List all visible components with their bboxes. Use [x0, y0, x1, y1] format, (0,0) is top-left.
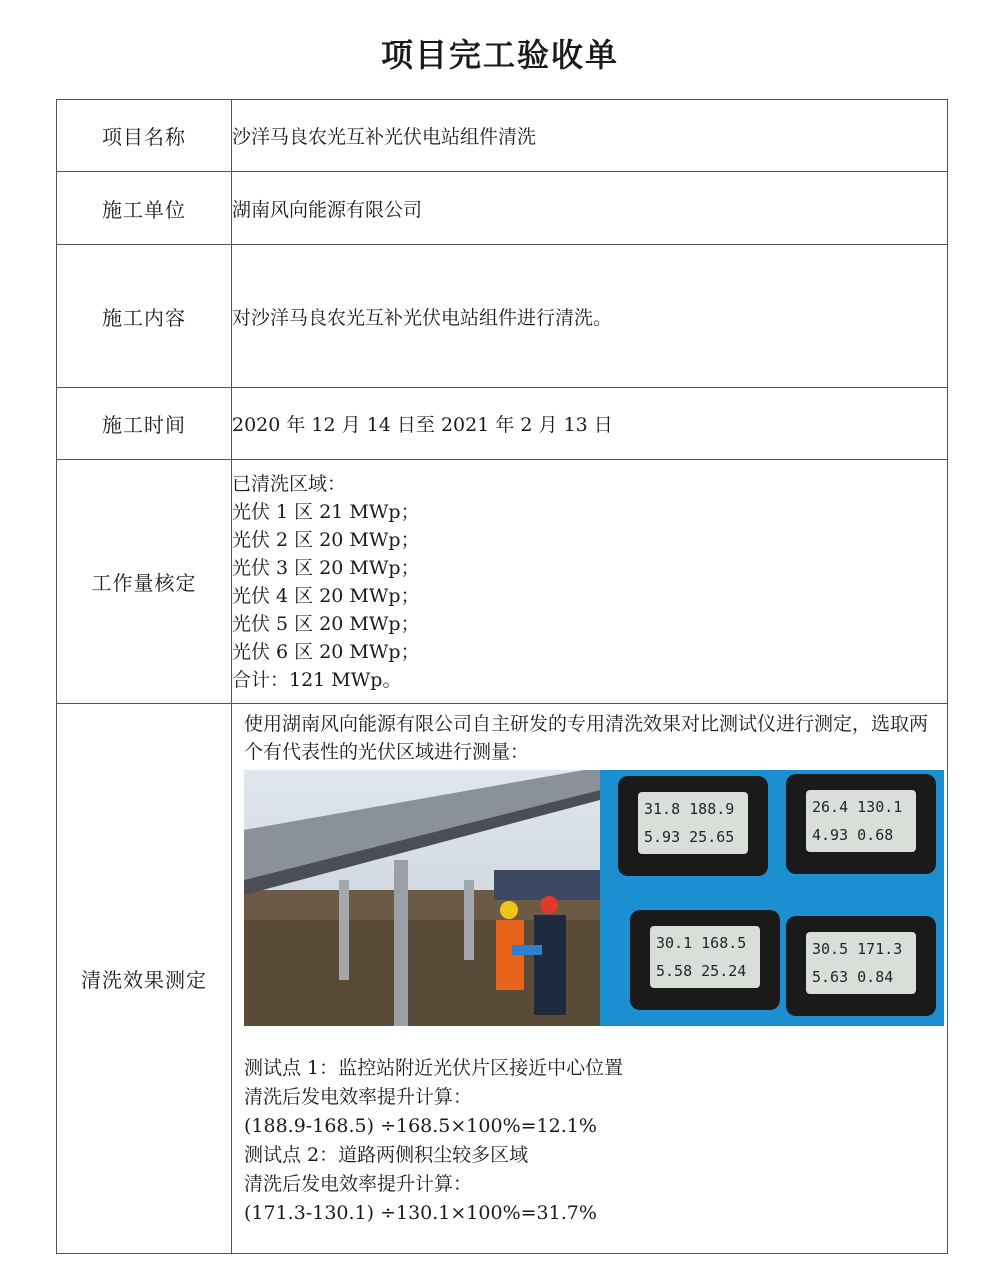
site-photo	[244, 770, 600, 1026]
value-effect	[232, 704, 948, 1254]
row-effect	[57, 704, 948, 1254]
meter-photo	[600, 770, 944, 1026]
workload-line: 光伏 4 区 20 MWp；	[232, 584, 420, 607]
effect-line: 清洗后发电效率提升计算：	[244, 1086, 473, 1108]
meter-display	[786, 916, 936, 1016]
workload-line: 合计：121 MWp。	[232, 668, 402, 691]
measurement-photos	[244, 770, 944, 1026]
row-project-name	[57, 100, 948, 172]
effect-line: (171.3-130.1) ÷130.1×100%=31.7%	[244, 1202, 597, 1224]
label-project-name: 项目名称	[57, 100, 232, 172]
meter-display	[618, 776, 768, 876]
label-time: 施工时间	[57, 388, 232, 460]
label-effect: 清洗效果测定	[57, 704, 232, 1254]
meter-display	[786, 774, 936, 874]
effect-line: 测试点 1：监控站附近光伏片区接近中心位置	[244, 1057, 624, 1079]
effect-line: 测试点 2：道路两侧积尘较多区域	[244, 1144, 529, 1166]
meter-reading: 31.8 188.9	[644, 800, 735, 818]
label-contractor: 施工单位	[57, 172, 232, 245]
row-contractor	[57, 172, 948, 245]
meter-reading: 5.93 25.65	[644, 828, 735, 846]
workload-line: 光伏 3 区 20 MWp；	[232, 556, 420, 579]
value-contractor: 湖南风向能源有限公司	[232, 172, 948, 245]
meter-reading: 5.58 25.24	[656, 962, 747, 980]
row-workload	[57, 460, 948, 704]
value-project-name: 沙洋马良农光互补光伏电站组件清洗	[232, 100, 948, 172]
meter-reading: 5.63 0.84	[812, 968, 894, 986]
workload-line: 光伏 5 区 20 MWp；	[232, 612, 420, 635]
label-workload: 工作量核定	[57, 460, 232, 704]
meter-reading: 30.1 168.5	[656, 934, 747, 952]
meter-reading: 26.4 130.1	[812, 798, 903, 816]
value-time: 2020 年 12 月 14 日至 2021 年 2 月 13 日	[232, 388, 948, 460]
workload-line: 光伏 1 区 21 MWp；	[232, 500, 420, 523]
meter-reading: 30.5 171.3	[812, 940, 903, 958]
label-content: 施工内容	[57, 245, 232, 388]
meter-reading: 4.93 0.68	[812, 826, 894, 844]
effect-line: (188.9-168.5) ÷168.5×100%=12.1%	[244, 1115, 597, 1137]
acceptance-form-table	[56, 99, 948, 1254]
document-title: 项目完工验收单	[380, 36, 619, 74]
row-time	[57, 388, 948, 460]
value-workload	[232, 460, 948, 704]
value-content: 对沙洋马良农光互补光伏电站组件进行清洗。	[232, 245, 948, 388]
workload-line: 已清洗区域：	[232, 472, 347, 495]
effect-intro: 使用湖南风向能源有限公司自主研发的专用清洗效果对比测试仪进行测定，选取两个有代表性的光伏区域进行测量：	[244, 713, 929, 763]
row-content	[57, 245, 948, 388]
effect-line: 清洗后发电效率提升计算：	[244, 1173, 473, 1195]
workload-line: 光伏 6 区 20 MWp；	[232, 640, 420, 663]
workload-line: 光伏 2 区 20 MWp；	[232, 528, 420, 551]
meter-display	[630, 910, 780, 1010]
